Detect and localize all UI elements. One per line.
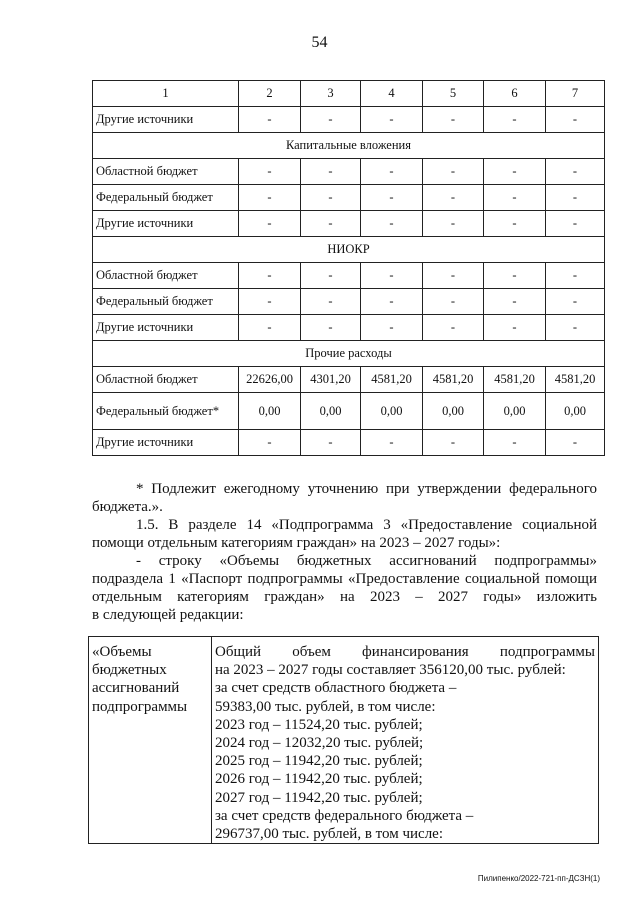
- header-cell: 6: [484, 81, 546, 107]
- paragraph-line: в следующей редакции:: [92, 607, 244, 623]
- passport-value-line: за счет средств федерального бюджета –: [215, 807, 474, 824]
- table-cell: -: [484, 430, 546, 456]
- row-label: Федеральный бюджет: [93, 289, 239, 315]
- section-title: Прочие расходы: [93, 341, 605, 367]
- table-cell: -: [423, 430, 484, 456]
- passport-label-line: бюджетных: [92, 662, 167, 679]
- table-cell: -: [546, 211, 605, 237]
- table-cell: -: [361, 159, 423, 185]
- row-label: Областной бюджет: [93, 159, 239, 185]
- paragraph-line: помощи отдельным категориям граждан» на 2023 – 2027 годы»:: [92, 535, 501, 551]
- row-label: Другие источники: [93, 107, 239, 133]
- table-row: [93, 367, 605, 393]
- row-label: Другие источники: [93, 430, 239, 456]
- table-cell: -: [361, 289, 423, 315]
- passport-table: [88, 636, 599, 844]
- financing-table: [92, 80, 605, 456]
- table-cell: -: [361, 315, 423, 341]
- passport-value-cell: [212, 637, 599, 844]
- table-cell: -: [423, 159, 484, 185]
- table-cell: 4581,20: [423, 367, 484, 393]
- table-row: [93, 430, 605, 456]
- header-cell: 1: [93, 81, 239, 107]
- table-cell: -: [301, 263, 361, 289]
- passport-value-line: 296737,00 тыс. рублей, в том числе:: [215, 826, 444, 843]
- table-cell: -: [484, 263, 546, 289]
- table-cell: 4581,20: [361, 367, 423, 393]
- table-cell: -: [484, 289, 546, 315]
- page-number: 54: [311, 34, 328, 51]
- table-cell: -: [361, 185, 423, 211]
- table-row: [93, 211, 605, 237]
- passport-value-line: 59383,00 тыс. рублей, в том числе:: [215, 698, 436, 715]
- table-row: [93, 185, 605, 211]
- passport-value-line: 2024 год – 12032,20 тыс. рублей;: [215, 735, 424, 752]
- table-cell: 4581,20: [484, 367, 546, 393]
- table-cell: -: [301, 185, 361, 211]
- passport-value-line: 2023 год – 11524,20 тыс. рублей;: [215, 716, 423, 733]
- table-cell: 22626,00: [239, 367, 301, 393]
- table-cell: 0,00: [423, 393, 484, 430]
- table-cell: -: [546, 289, 605, 315]
- paragraph-line: подраздела 1 «Паспорт подпрограммы «Предоставление социальной помощи: [92, 571, 597, 587]
- table-cell: -: [301, 107, 361, 133]
- instruction-paragraph: [92, 552, 597, 624]
- row-label: Федеральный бюджет*: [93, 393, 239, 430]
- row-label: Федеральный бюджет: [93, 185, 239, 211]
- table-cell: -: [239, 263, 301, 289]
- section-1-5-paragraph: [92, 516, 597, 552]
- table-cell: -: [301, 315, 361, 341]
- passport-row: [89, 637, 599, 844]
- passport-label-line: «Объемы: [92, 644, 152, 660]
- table-cell: -: [301, 159, 361, 185]
- table-cell: -: [239, 315, 301, 341]
- footnote-line: * Подлежит ежегодному уточнению при утверждении федерального: [136, 481, 597, 497]
- header-cell: 2: [239, 81, 301, 107]
- table-cell: -: [423, 289, 484, 315]
- row-label: Другие источники: [93, 211, 239, 237]
- table-row: [93, 263, 605, 289]
- table-cell: -: [484, 159, 546, 185]
- table-cell: -: [484, 211, 546, 237]
- passport-value-line: за счет средств областного бюджета –: [215, 680, 457, 697]
- table-cell: -: [301, 289, 361, 315]
- table-cell: -: [239, 211, 301, 237]
- table-cell: -: [361, 263, 423, 289]
- passport-label-line: ассигнований: [92, 680, 180, 697]
- table-cell: -: [423, 315, 484, 341]
- table-cell: -: [484, 185, 546, 211]
- section-header-row: [93, 237, 605, 263]
- section-title: НИОКР: [93, 237, 605, 263]
- table-cell: -: [546, 263, 605, 289]
- table-row: [93, 393, 605, 430]
- passport-value-line: 2025 год – 11942,20 тыс. рублей;: [215, 753, 423, 770]
- passport-value-line: на 2023 – 2027 годы составляет 356120,00 тыс. рублей:: [215, 662, 566, 679]
- table-cell: -: [361, 107, 423, 133]
- footnote: [92, 480, 597, 516]
- table-header-row: [93, 81, 605, 107]
- table-cell: -: [239, 107, 301, 133]
- table-cell: -: [423, 185, 484, 211]
- table-cell: -: [546, 107, 605, 133]
- table-cell: -: [239, 289, 301, 315]
- table-cell: -: [423, 107, 484, 133]
- paragraph-line: - строку «Объемы бюджетных ассигнований подпрограммы»: [136, 553, 597, 569]
- section-header-row: [93, 341, 605, 367]
- section-header-row: [93, 133, 605, 159]
- table-row: [93, 315, 605, 341]
- passport-value-line: 2026 год – 11942,20 тыс. рублей;: [215, 771, 423, 788]
- table-row: [93, 107, 605, 133]
- row-label: Другие источники: [93, 315, 239, 341]
- table-cell: 4301,20: [301, 367, 361, 393]
- table-cell: -: [423, 211, 484, 237]
- table-cell: -: [423, 263, 484, 289]
- passport-value-line: 2027 год – 11942,20 тыс. рублей;: [215, 789, 423, 806]
- header-cell: 7: [546, 81, 605, 107]
- table-row: [93, 159, 605, 185]
- passport-label-line: подпрограммы: [92, 698, 188, 715]
- row-label: Областной бюджет: [93, 263, 239, 289]
- table-cell: -: [361, 430, 423, 456]
- table-row: [93, 289, 605, 315]
- table-cell: -: [546, 159, 605, 185]
- header-cell: 3: [301, 81, 361, 107]
- table-cell: -: [546, 430, 605, 456]
- table-cell: 0,00: [239, 393, 301, 430]
- header-cell: 5: [423, 81, 484, 107]
- footnote-line: бюджета.».: [92, 499, 163, 515]
- table-cell: -: [361, 211, 423, 237]
- table-cell: -: [484, 315, 546, 341]
- table-cell: -: [546, 185, 605, 211]
- header-cell: 4: [361, 81, 423, 107]
- row-label: Областной бюджет: [93, 367, 239, 393]
- table-cell: 0,00: [546, 393, 605, 430]
- table-cell: 0,00: [484, 393, 546, 430]
- paragraph-line: 1.5. В разделе 14 «Подпрограмма 3 «Предоставление социальной: [136, 517, 597, 533]
- passport-label-cell: [89, 637, 212, 844]
- table-cell: -: [546, 315, 605, 341]
- table-cell: 0,00: [361, 393, 423, 430]
- table-cell: -: [484, 107, 546, 133]
- table-cell: -: [301, 211, 361, 237]
- table-cell: -: [239, 185, 301, 211]
- paragraph-line: отдельным категориям граждан» на 2023 – 2027 годы» изложить: [92, 589, 597, 605]
- table-cell: -: [239, 159, 301, 185]
- table-cell: -: [301, 430, 361, 456]
- table-cell: 0,00: [301, 393, 361, 430]
- passport-value-line: Общий объем финансирования подпрограммы: [215, 644, 595, 660]
- section-title: Капитальные вложения: [93, 133, 605, 159]
- table-cell: 4581,20: [546, 367, 605, 393]
- table-cell: -: [239, 430, 301, 456]
- document-code: Пилипенко/2022-721-пп-ДСЗН(1): [477, 874, 600, 883]
